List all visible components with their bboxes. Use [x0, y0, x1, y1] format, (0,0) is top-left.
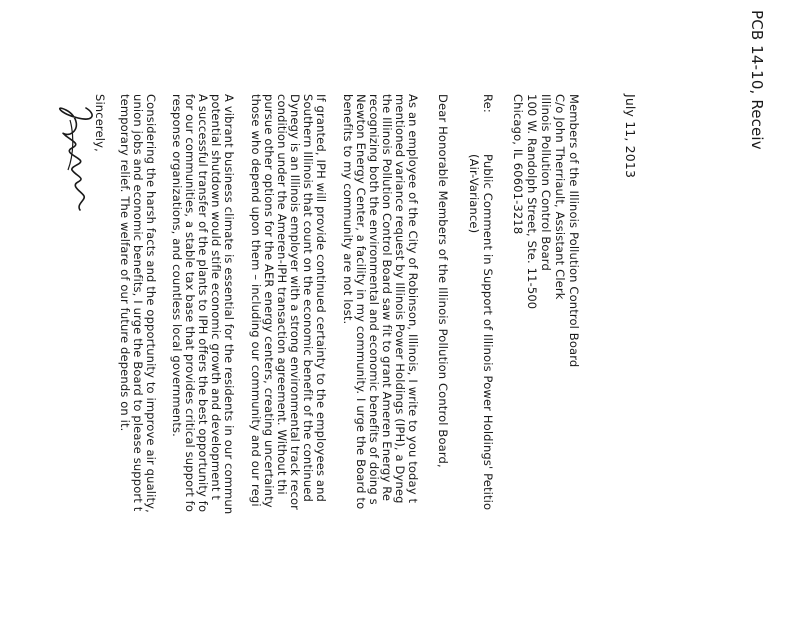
- address-line: Members of the Illinois Pollution Control Board: [567, 94, 581, 368]
- paragraph-line: Newton Energy Center, a facility in my community. I urge the Board to: [354, 94, 368, 510]
- address-line: Illinois Pollution Control Board: [539, 94, 553, 271]
- paragraph-line: A successful transfer of the plants to IPH offers the best opportunity fo: [196, 94, 210, 513]
- salutation: Dear Honorable Members of the Illinois Pollution Control Board,: [436, 94, 450, 468]
- paragraph-line: for our communities, a stable tax base that provides critical support fo: [183, 94, 197, 513]
- re-label: Re:: [481, 94, 495, 113]
- paragraph-line: benefits to my community are not lost.: [341, 94, 355, 325]
- paragraph-line: pursue other options for the AER energy centers, creating uncertainty: [262, 94, 276, 508]
- address-line: C/o John Therriault, Assistant Clerk: [553, 94, 567, 300]
- address-line: Chicago, IL 60601-3218: [511, 94, 525, 235]
- paragraph-line: temporary relief. The welfare of our future depends on it.: [118, 94, 132, 432]
- paragraph-line: union jobs and economic benefits, I urge the Board to please support t: [131, 94, 145, 512]
- paragraph-line: Considering the harsh facts and the opportunity to improve air quality,: [144, 94, 158, 513]
- paragraph-line: the Illinois Pollution Control Board saw fit to grant Ameren Energy Re: [380, 94, 394, 502]
- paragraph-line: recognizing both the environmental and economic benefits of doing s: [367, 94, 381, 505]
- paragraph-line: As an employee of the City of Robinson, Illinois, I write to you today t: [406, 94, 420, 504]
- paragraph-line: Southern Illinois that count on the economic benefit of the continued: [301, 94, 315, 502]
- paragraph-line: Dynegy is an Illinois employer with a strong environmental track recor: [288, 94, 302, 511]
- docket-header: PCB 14-10, Receiv: [748, 10, 766, 150]
- closing: Sincerely,: [93, 94, 107, 152]
- paragraph-line: If granted, IPH will provide continued certainty to the employees and: [314, 94, 328, 502]
- paragraph-line: A vibrant business climate is essential for the residents in our commun: [222, 94, 236, 515]
- paragraph-line: response organizations, and countless local governments.: [170, 94, 184, 437]
- handwritten-signature: [40, 100, 100, 220]
- re-line: Public Comment in Support of Illinois Power Holdings' Petitio: [481, 154, 495, 511]
- paragraph-line: potential shutdown would stifle economic growth and development t: [209, 94, 223, 500]
- paragraph-line: mentioned variance request by Illinois Power Holdings (IPH), a Dyneg: [393, 94, 407, 504]
- letter-date: July 11, 2013: [623, 94, 638, 179]
- address-line: 100 W. Randolph Street, Ste. 11-500: [525, 94, 539, 310]
- paragraph-line: those who depend upon them – including our community and our regi: [249, 94, 263, 507]
- re-line: (Air-Variance): [467, 154, 481, 234]
- paragraph-line: condition under the Ameren-IPH transaction agreement. Without thi: [275, 94, 289, 495]
